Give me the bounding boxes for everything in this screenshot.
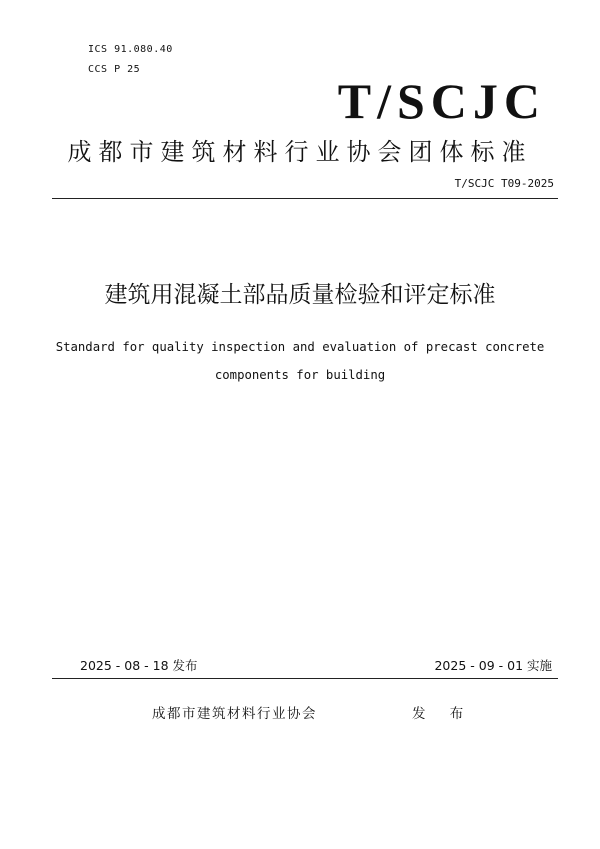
standard-logo: T/SCJC (337, 73, 546, 129)
issue-date: 2025 - 08 - 18 发布 (80, 658, 198, 673)
ics-code: ICS 91.080.40 (88, 44, 173, 55)
document-title-english-line2: components for building (214, 368, 386, 382)
standard-number: T/SCJC T09-2025 (454, 177, 554, 190)
implementation-date: 2025 - 09 - 01 实施 (434, 658, 552, 673)
publisher-name: 成都市建筑材料行业协会 (152, 706, 317, 722)
ccs-code: CCS P 25 (88, 64, 141, 75)
association-title: 成都市建筑材料行业协会团体标准 (67, 138, 533, 166)
bottom-divider (52, 678, 558, 679)
publish-label: 发 布 (412, 706, 474, 722)
document-title-chinese: 建筑用混凝土部品质量检验和评定标准 (104, 282, 496, 308)
document-title-english-line1: Standard for quality inspection and evaluation of precast concrete (55, 340, 545, 354)
top-divider (52, 198, 558, 199)
